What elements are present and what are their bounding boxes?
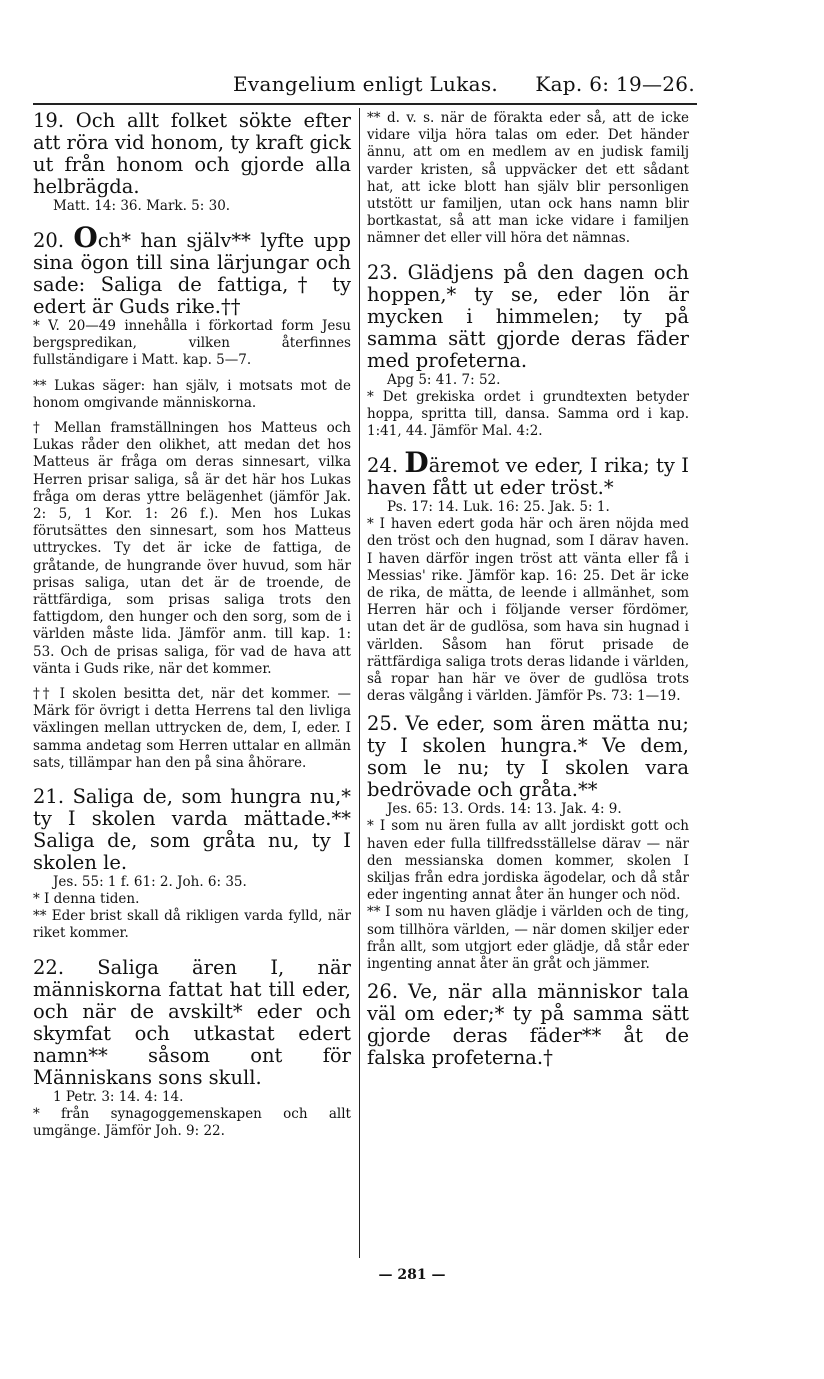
verse-22: 22. Saliga ären I, när människorna fattat hat till eder, och när de avskilt* eder och skymfat och utkastat edert namn** såsom ont för Människans sons skull.	[33, 955, 351, 1089]
verse-19-ref: Matt. 14: 36. Mark. 5: 30.	[53, 198, 231, 214]
verse-20-num: 20.	[33, 229, 65, 252]
right-column	[367, 110, 689, 1069]
verse-23-note-1: * Det grekiska ordet i grundtexten betyder hoppa, spritta till, dansa. Samma ord i kap. 1:41, 44. Jämför Mal. 4:2.	[367, 388, 689, 440]
verse-26: 26. Ve, när alla människor tala väl om eder;* ty på samma sätt gjorde deras fäder** åt de falska profeterna.†	[367, 980, 689, 1070]
verse-24-ref: Ps. 17: 14. Luk. 16: 25. Jak. 5: 1.	[387, 499, 610, 516]
verse-24-num: 24.	[367, 454, 399, 478]
header-rule	[33, 103, 697, 105]
verse-20-initial: O	[73, 221, 98, 254]
verse-20-note-4: †† I skolen besitta det, när det kommer. — Märk för övrigt i detta Herrens tal den livliga växlingen mellan uttrycken de, dem, I, eder. I samma andetag som Herren uttalar en allmän sats, tillämpar han den på sina åhörare.	[33, 686, 351, 771]
verse-25-ref: Jes. 65: 13. Ords. 14: 13. Jak. 4: 9.	[387, 801, 622, 818]
verse-24	[367, 446, 689, 500]
verse-21-note-2: ** Eder brist skall då rikligen varda fylld, när riket kommer.	[33, 908, 351, 942]
verse-20-text: ch* han själv** lyfte upp sina ögon till sina lärjungar och sade: Saliga de fattiga,† ty edert är Guds rike.††	[33, 229, 352, 318]
verse-24-text: äremot ve eder, I rika; ty I haven fått ut eder tröst.*	[367, 454, 689, 500]
verse-22-ref: 1 Petr. 3: 14. 4: 14.	[53, 1088, 184, 1105]
verse-25-note-2: ** I som nu haven glädje i världen och de ting, som tillhöra världen, — när domen skiljer eder från allt, som utgjort eder glädje, då står eder ingenting annat åter än gråt och jämmer.	[367, 904, 689, 973]
verse-24-initial: D	[404, 446, 429, 480]
book-title: Evangelium enligt Lukas.	[233, 72, 499, 96]
verse-19: 19. Och allt folket sökte efter att röra vid honom, ty kraft gick ut från honom och gjorde alla helbrägda.	[33, 109, 351, 198]
verse-23: 23. Glädjens på den dagen och hoppen,* ty se, eder lön är mycken i himmelen; ty på samma sätt gjorde deras fäder med profeterna.	[367, 260, 689, 372]
verse-25-note-1: * I som nu ären fulla av allt jordiskt gott och haven eder fulla tillfredsställelse därav — när den messianska domen kommer, skolen I skiljas från edra jordiska ägodelar, och då står eder ingenting annat åter än hunger och nöd.	[367, 818, 689, 904]
verse-20	[33, 221, 352, 318]
verse-22-note-2: ** d. v. s. när de förakta eder så, att de icke vidare vilja höra talas om eder. Det händer ännu, att om en medlem av en judisk familj varder kristen, så uppväcker det ett sådant hat, att icke blott han själv blir personligen utstött ur familjen, utan ock hans namn blir bortkastat, så att man icke vidare i familjen nämner det eller vill höra det nämnas.	[367, 110, 689, 247]
left-column	[33, 110, 351, 1140]
verse-20-note-3: † Mellan framställningen hos Matteus och Lukas råder den olikhet, att medan det hos Matteus är fråga om deras sinnesart, vilka Herren prisar saliga, så är det här hos Lukas fråga om deras yttre belägenhet (jämför Jak. 2: 5, 1 Kor. 1: 26 f.). Men hos Lukas förutsättes den sinnesart, som hos Matteus uttryckes. Ty det är icke de fattiga, de gråtande, de hungrande över huvud, som här prisas saliga, utan det är de troende, de rättfärdiga, som prisas saliga trots den fattigdom, den hunger och den sorg, som de i världen måste lida. Jämför anm. till kap. 1: 53. Och de prisas saliga, för vad de hava att vänta i Guds rike, när det kommer.	[33, 420, 351, 677]
verse-20-note-1: * V. 20—49 innehålla i förkortad form Jesu bergspredikan, vilken återfinnes fullständigare i Matt. kap. 5—7.	[33, 318, 351, 369]
verse-20-note-2: ** Lukas säger: han själv, i motsats mot de honom omgivande människorna.	[33, 377, 351, 411]
verse-22-note-1: * från synagoggemenskapen och allt umgänge. Jämför Joh. 9: 22.	[33, 1105, 351, 1139]
chapter-reference: Kap. 6: 19—26.	[535, 72, 695, 96]
verse-21-ref: Jes. 55: 1 f. 61: 2. Joh. 6: 35.	[53, 874, 247, 891]
verse-21: 21. Saliga de, som hungra nu,* ty I skolen varda mättade.** Saliga de, som gråta nu, ty I skolen le.	[33, 785, 351, 875]
verse-24-note-1: * I haven edert goda här och ären nöjda med den tröst och den hugnad, som I därav haven. I haven därför ingen tröst att vänta eller få i Messias' rike. Jämför kap. 16: 25. Det är icke de rika, de mätta, de leende i allmänhet, som Herren här och i följande verser fördömer, utan det är de gudlösa, som hava sin hugnad i världen. Såsom han förut prisade de rättfärdiga saliga trots deras lidande i världen, så ropar han här ve över de gudlösa trots deras välgång i världen. Jämför Ps. 73: 1—19.	[367, 516, 690, 705]
running-header	[35, 72, 695, 102]
verse-21-note-1: * I denna tiden.	[33, 891, 140, 908]
verse-25: 25. Ve eder, som ären mätta nu; ty I skolen hungra.* Ve dem, som le nu; ty I skolen vara bedrövade och gråta.**	[367, 712, 689, 802]
column-divider	[359, 108, 360, 1258]
page-number: — 281 —	[378, 1267, 446, 1283]
verse-23-ref: Apg 5: 41. 7: 52.	[387, 371, 501, 388]
